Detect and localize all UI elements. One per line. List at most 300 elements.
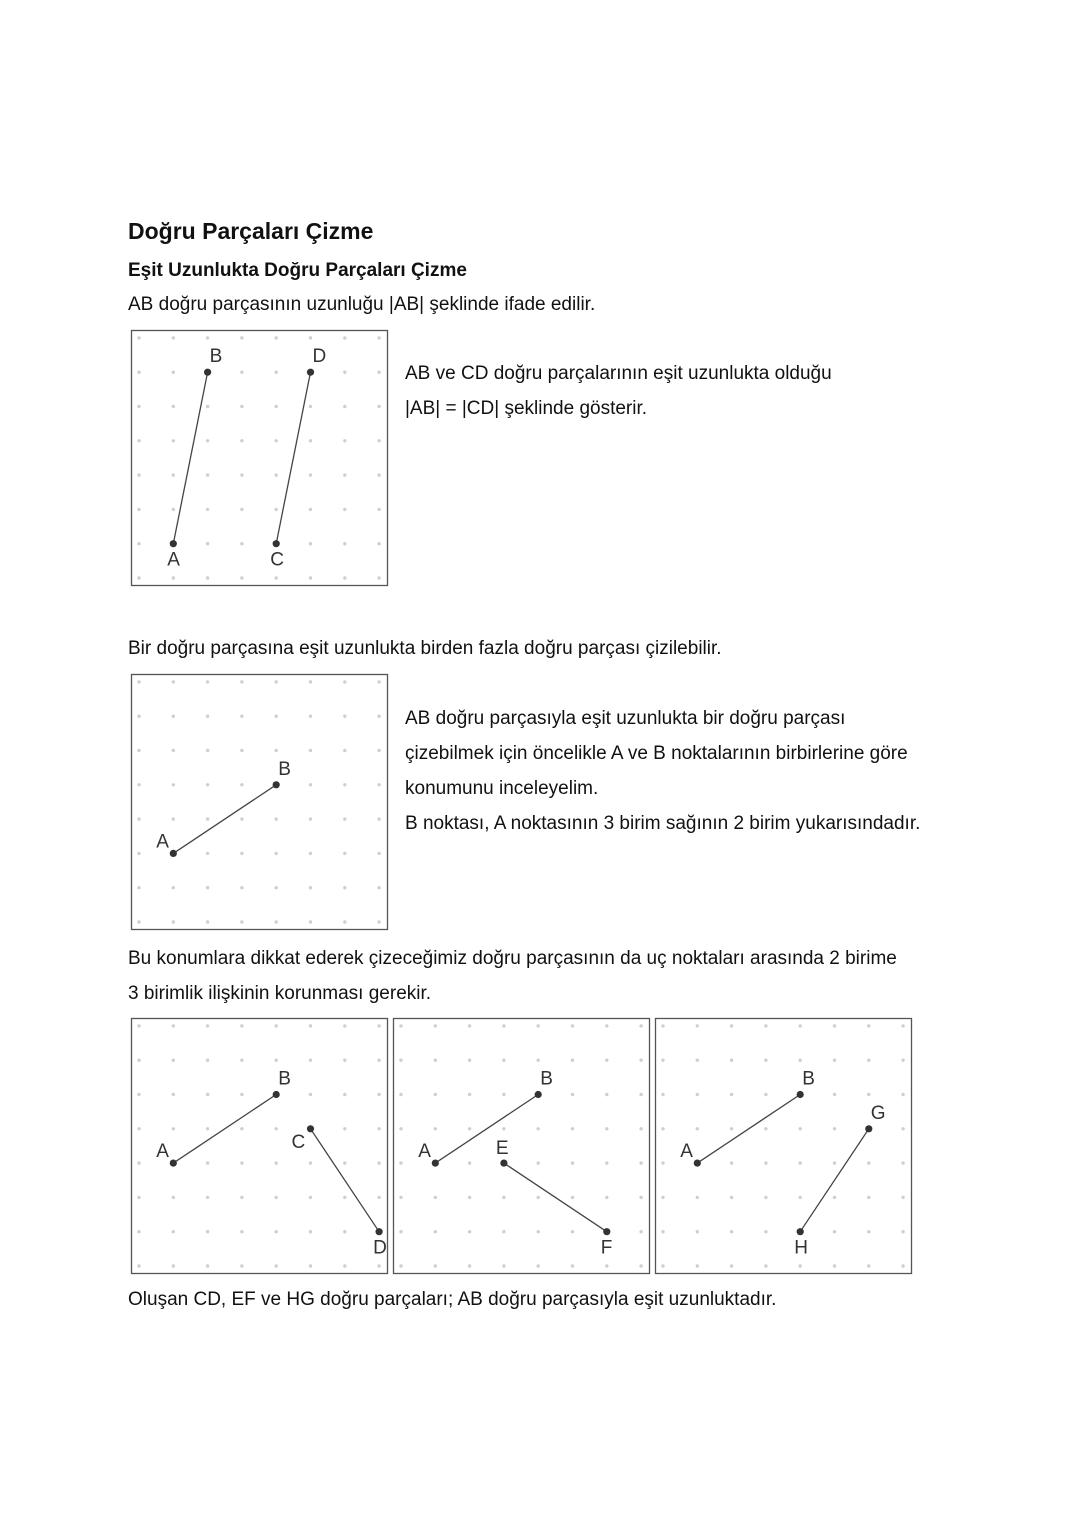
grid-dot — [172, 749, 175, 752]
grid-dot — [661, 1161, 664, 1164]
grid-dot — [240, 1127, 243, 1130]
grid-dot — [605, 1196, 608, 1199]
grid-dot — [137, 680, 140, 683]
grid-dot — [275, 1264, 278, 1267]
grid-dot — [206, 817, 209, 820]
grid-dot — [377, 1161, 380, 1164]
grid-dot — [172, 1093, 175, 1096]
grid-dot — [730, 1196, 733, 1199]
grid-dot — [206, 852, 209, 855]
grid-dot — [172, 1059, 175, 1062]
grid-dot — [309, 749, 312, 752]
grid-dot — [275, 371, 278, 374]
grid-dot — [696, 1059, 699, 1062]
grid-dot — [399, 1024, 402, 1027]
grid-dot — [799, 1024, 802, 1027]
grid-dot — [172, 1230, 175, 1233]
grid-dot — [309, 542, 312, 545]
grid-dot — [571, 1264, 574, 1267]
grid-dot — [468, 1161, 471, 1164]
explanation-1 — [405, 356, 832, 426]
grid-dot — [275, 405, 278, 408]
grid-dot — [240, 1093, 243, 1096]
point-a — [170, 850, 177, 857]
grid-dot — [343, 817, 346, 820]
grid-dot — [605, 1264, 608, 1267]
grid-dot — [137, 1161, 140, 1164]
point-g — [865, 1125, 872, 1132]
grid-dot — [343, 749, 346, 752]
point-label-b: B — [209, 346, 223, 368]
grid-dot — [764, 1230, 767, 1233]
grid-dot — [696, 1127, 699, 1130]
grid-dot — [309, 1059, 312, 1062]
grid-dot — [275, 439, 278, 442]
grid-dot — [764, 1093, 767, 1096]
grid-dot — [833, 1059, 836, 1062]
grid-dot — [275, 817, 278, 820]
grid-dot — [502, 1196, 505, 1199]
grid-dot — [172, 715, 175, 718]
point-b — [204, 369, 211, 376]
grid-dot — [206, 576, 209, 579]
grid-dot — [172, 508, 175, 511]
point-a — [432, 1160, 439, 1167]
point-a — [694, 1160, 701, 1167]
grid-dot — [901, 1264, 904, 1267]
grid-dot — [833, 1264, 836, 1267]
grid-dot — [661, 1059, 664, 1062]
grid-dot — [137, 783, 140, 786]
grid-dot — [867, 1024, 870, 1027]
grid-dot — [571, 1161, 574, 1164]
grid-dot — [867, 1264, 870, 1267]
grid-dot — [571, 1024, 574, 1027]
grid-dot — [343, 886, 346, 889]
grid-dot — [206, 405, 209, 408]
grid-dot — [605, 1127, 608, 1130]
grid-dot — [639, 1059, 642, 1062]
grid-dot — [172, 817, 175, 820]
grid-dot — [206, 749, 209, 752]
grid-dot — [377, 680, 380, 683]
grid-dot — [377, 886, 380, 889]
grid-dot — [867, 1059, 870, 1062]
explanation-2-line-1: AB doğru parçasıyla eşit uzunlukta bir doğru parçası — [405, 708, 846, 729]
grid-dot — [206, 715, 209, 718]
grid-dot — [901, 1127, 904, 1130]
grid-dot — [799, 1161, 802, 1164]
grid-dot — [137, 920, 140, 923]
grid-dot — [206, 508, 209, 511]
grid-dot — [343, 576, 346, 579]
grid-dot — [137, 1196, 140, 1199]
grid-dot — [833, 1127, 836, 1130]
grid-dot — [309, 508, 312, 511]
grid-dot — [309, 1230, 312, 1233]
grid-dot — [240, 473, 243, 476]
grid-dot — [275, 1127, 278, 1130]
grid-dot — [730, 1127, 733, 1130]
explanation-2-line-4: B noktası, A noktasının 3 birim sağının 2 birim yukarısındadır. — [405, 813, 921, 834]
grid-dot — [434, 1093, 437, 1096]
explanation-3-line-2: 3 birimlik ilişkinin korunması gerekir. — [128, 983, 432, 1004]
point-d — [376, 1228, 383, 1235]
grid-dot — [343, 1196, 346, 1199]
grid-dot — [537, 1196, 540, 1199]
grid-dot — [343, 336, 346, 339]
grid-dot — [833, 1024, 836, 1027]
grid-dot — [377, 576, 380, 579]
grid-dot — [799, 1196, 802, 1199]
grid-dot — [571, 1196, 574, 1199]
point-h — [797, 1228, 804, 1235]
grid-dot — [343, 715, 346, 718]
grid-dot — [343, 1161, 346, 1164]
grid-dot — [137, 473, 140, 476]
explanation-2-line-2: çizebilmek için öncelikle A ve B noktalarının birbirlerine göre — [405, 743, 908, 764]
grid-dot — [867, 1093, 870, 1096]
point-label-f: F — [600, 1237, 613, 1259]
grid-dot — [240, 680, 243, 683]
grid-dot — [309, 1093, 312, 1096]
grid-dot — [661, 1127, 664, 1130]
grid-dot — [901, 1059, 904, 1062]
grid-dot — [343, 473, 346, 476]
grid-frame — [132, 1019, 388, 1274]
grid-dot — [309, 852, 312, 855]
grid-dot — [764, 1024, 767, 1027]
grid-dot — [137, 852, 140, 855]
point-label-a: A — [156, 831, 169, 853]
grid-dot — [137, 336, 140, 339]
grid-dot — [399, 1161, 402, 1164]
explanation-1-line-1: AB ve CD doğru parçalarının eşit uzunlukta olduğu — [405, 363, 832, 384]
grid-dot — [867, 1161, 870, 1164]
grid-dot — [730, 1024, 733, 1027]
grid-dot — [571, 1230, 574, 1233]
point-label-d: D — [312, 346, 327, 368]
grid-dot — [309, 336, 312, 339]
explanation-3 — [128, 941, 897, 1011]
grid-dot — [137, 508, 140, 511]
grid-dot — [833, 1230, 836, 1233]
grid-dot — [137, 886, 140, 889]
grid-dot — [309, 576, 312, 579]
point-c — [273, 540, 280, 547]
grid-dot — [696, 1264, 699, 1267]
grid-dot — [206, 783, 209, 786]
grid-dot — [240, 576, 243, 579]
grid-dot — [399, 1196, 402, 1199]
point-a — [170, 1160, 177, 1167]
grid-dot — [661, 1093, 664, 1096]
grid-dot — [799, 1264, 802, 1267]
grid-dot — [240, 817, 243, 820]
grid-dot — [343, 920, 346, 923]
grid-dot — [343, 439, 346, 442]
grid-dot — [137, 1024, 140, 1027]
grid-dot — [172, 439, 175, 442]
grid-dot — [206, 920, 209, 923]
grid-dot — [309, 920, 312, 923]
point-b — [273, 1091, 280, 1098]
grid-dot — [206, 1093, 209, 1096]
grid-dot — [137, 817, 140, 820]
point-b — [273, 781, 280, 788]
grid-dot — [901, 1161, 904, 1164]
point-a — [170, 540, 177, 547]
grid-dot — [377, 1196, 380, 1199]
grid-dot — [206, 1264, 209, 1267]
point-c — [307, 1125, 314, 1132]
grid-dot — [275, 852, 278, 855]
grid-dot — [661, 1024, 664, 1027]
dot-grid-figure-1 — [131, 330, 388, 586]
grid-dot — [901, 1024, 904, 1027]
grid-dot — [799, 1127, 802, 1130]
dot-grid-figure-3a — [131, 1018, 388, 1274]
grid-dot — [206, 439, 209, 442]
grid-dot — [377, 473, 380, 476]
grid-dot — [537, 1264, 540, 1267]
grid-dot — [309, 817, 312, 820]
grid-dot — [309, 1024, 312, 1027]
point-label-b: B — [540, 1068, 553, 1090]
grid-dot — [730, 1230, 733, 1233]
grid-dot — [172, 405, 175, 408]
grid-dot — [764, 1161, 767, 1164]
grid-dot — [309, 473, 312, 476]
point-label-b: B — [802, 1068, 815, 1090]
grid-dot — [343, 783, 346, 786]
grid-dot — [309, 1196, 312, 1199]
grid-dot — [434, 1196, 437, 1199]
page-title: Doğru Parçaları Çizme — [128, 218, 374, 244]
grid-dot — [240, 336, 243, 339]
grid-dot — [377, 439, 380, 442]
grid-dot — [172, 920, 175, 923]
grid-dot — [206, 886, 209, 889]
grid-dot — [833, 1093, 836, 1096]
point-label-d: D — [373, 1237, 387, 1259]
grid-dot — [639, 1024, 642, 1027]
dot-grid-figure-3b — [393, 1018, 650, 1274]
grid-dot — [240, 920, 243, 923]
grid-dot — [867, 1196, 870, 1199]
grid-dot — [343, 508, 346, 511]
grid-dot — [377, 783, 380, 786]
grid-dot — [172, 1127, 175, 1130]
grid-dot — [502, 1093, 505, 1096]
grid-dot — [343, 1024, 346, 1027]
grid-dot — [343, 371, 346, 374]
intro-text: AB doğru parçasının uzunluğu |AB| şeklinde ifade edilir. — [128, 294, 596, 315]
grid-dot — [468, 1230, 471, 1233]
grid-frame — [394, 1019, 650, 1274]
grid-dot — [571, 1093, 574, 1096]
grid-dot — [206, 542, 209, 545]
grid-dot — [275, 920, 278, 923]
grid-dot — [377, 1093, 380, 1096]
grid-dot — [137, 405, 140, 408]
grid-dot — [240, 405, 243, 408]
grid-dot — [730, 1093, 733, 1096]
grid-dot — [275, 715, 278, 718]
grid-dot — [137, 1059, 140, 1062]
grid-dot — [377, 542, 380, 545]
grid-dot — [639, 1127, 642, 1130]
grid-dot — [172, 576, 175, 579]
dot-grid-figure-3c — [655, 1018, 912, 1274]
grid-dot — [275, 1230, 278, 1233]
grid-dot — [343, 1264, 346, 1267]
point-f — [603, 1228, 610, 1235]
grid-dot — [377, 715, 380, 718]
point-label-a: A — [167, 549, 180, 571]
grid-dot — [172, 336, 175, 339]
grid-dot — [137, 576, 140, 579]
grid-dot — [502, 1024, 505, 1027]
grid-dot — [502, 1059, 505, 1062]
explanation-3-line-1: Bu konumlara dikkat ederek çizeceğimiz doğru parçasının da uç noktaları arasında 2 birime — [128, 948, 897, 969]
grid-dot — [696, 1024, 699, 1027]
grid-dot — [377, 1059, 380, 1062]
grid-dot — [275, 473, 278, 476]
grid-dot — [537, 1230, 540, 1233]
multiple-segments-text: Bir doğru parçasına eşit uzunlukta birden fazla doğru parçası çizilebilir. — [128, 638, 722, 659]
grid-dot — [377, 1264, 380, 1267]
grid-dot — [240, 508, 243, 511]
grid-dot — [537, 1024, 540, 1027]
grid-dot — [137, 749, 140, 752]
grid-dot — [137, 439, 140, 442]
grid-frame — [132, 675, 388, 930]
grid-dot — [206, 336, 209, 339]
grid-dot — [275, 576, 278, 579]
grid-dot — [377, 405, 380, 408]
grid-dot — [730, 1059, 733, 1062]
grid-dot — [172, 783, 175, 786]
grid-dot — [377, 1024, 380, 1027]
grid-dot — [867, 1230, 870, 1233]
grid-dot — [206, 1161, 209, 1164]
grid-dot — [275, 508, 278, 511]
grid-dot — [639, 1230, 642, 1233]
grid-dot — [639, 1161, 642, 1164]
grid-dot — [275, 1059, 278, 1062]
point-b — [535, 1091, 542, 1098]
grid-dot — [206, 1230, 209, 1233]
grid-dot — [901, 1196, 904, 1199]
point-label-a: A — [418, 1141, 431, 1163]
grid-dot — [377, 508, 380, 511]
grid-dot — [901, 1093, 904, 1096]
grid-dot — [764, 1264, 767, 1267]
grid-dot — [172, 1264, 175, 1267]
grid-dot — [468, 1093, 471, 1096]
grid-dot — [833, 1161, 836, 1164]
grid-dot — [137, 1127, 140, 1130]
grid-dot — [206, 680, 209, 683]
grid-dot — [377, 336, 380, 339]
grid-dot — [730, 1264, 733, 1267]
grid-dot — [764, 1196, 767, 1199]
grid-dot — [137, 715, 140, 718]
point-label-a: A — [156, 1141, 169, 1163]
grid-dot — [309, 886, 312, 889]
grid-dot — [605, 1059, 608, 1062]
grid-dot — [240, 749, 243, 752]
grid-dot — [696, 1230, 699, 1233]
explanation-2-line-3: konumunu inceleyelim. — [405, 778, 599, 799]
grid-dot — [137, 371, 140, 374]
grid-dot — [468, 1264, 471, 1267]
point-label-e: E — [495, 1138, 509, 1160]
grid-dot — [240, 783, 243, 786]
grid-dot — [240, 1059, 243, 1062]
explanation-1-line-2: |AB| = |CD| şeklinde gösterir. — [405, 398, 648, 419]
grid-dot — [764, 1127, 767, 1130]
grid-dot — [571, 1059, 574, 1062]
grid-dot — [901, 1230, 904, 1233]
grid-dot — [309, 715, 312, 718]
grid-dot — [137, 542, 140, 545]
grid-dot — [434, 1024, 437, 1027]
grid-dot — [343, 1059, 346, 1062]
grid-dot — [343, 542, 346, 545]
grid-dot — [434, 1127, 437, 1130]
grid-dot — [468, 1024, 471, 1027]
grid-dot — [399, 1230, 402, 1233]
grid-dot — [206, 1059, 209, 1062]
grid-dot — [172, 680, 175, 683]
grid-dot — [240, 1161, 243, 1164]
grid-dot — [240, 1264, 243, 1267]
grid-dot — [605, 1093, 608, 1096]
grid-dot — [343, 405, 346, 408]
grid-dot — [502, 1230, 505, 1233]
grid-dot — [468, 1127, 471, 1130]
grid-dot — [377, 817, 380, 820]
conclusion-text: Oluşan CD, EF ve HG doğru parçaları; AB doğru parçasıyla eşit uzunluktadır. — [128, 1289, 777, 1310]
grid-dot — [343, 852, 346, 855]
grid-dot — [434, 1230, 437, 1233]
point-label-a: A — [680, 1141, 693, 1163]
point-e — [500, 1160, 507, 1167]
grid-dot — [275, 1196, 278, 1199]
grid-dot — [377, 1127, 380, 1130]
grid-dot — [399, 1093, 402, 1096]
grid-dot — [343, 1127, 346, 1130]
grid-dot — [240, 715, 243, 718]
grid-dot — [137, 1264, 140, 1267]
grid-dot — [172, 473, 175, 476]
grid-dot — [730, 1161, 733, 1164]
grid-dot — [399, 1264, 402, 1267]
grid-dot — [377, 749, 380, 752]
grid-dot — [696, 1196, 699, 1199]
grid-dot — [377, 371, 380, 374]
grid-dot — [275, 749, 278, 752]
grid-dot — [240, 852, 243, 855]
grid-dot — [605, 1161, 608, 1164]
grid-dot — [172, 1196, 175, 1199]
grid-dot — [240, 886, 243, 889]
grid-dot — [240, 371, 243, 374]
grid-dot — [833, 1196, 836, 1199]
point-b — [797, 1091, 804, 1098]
